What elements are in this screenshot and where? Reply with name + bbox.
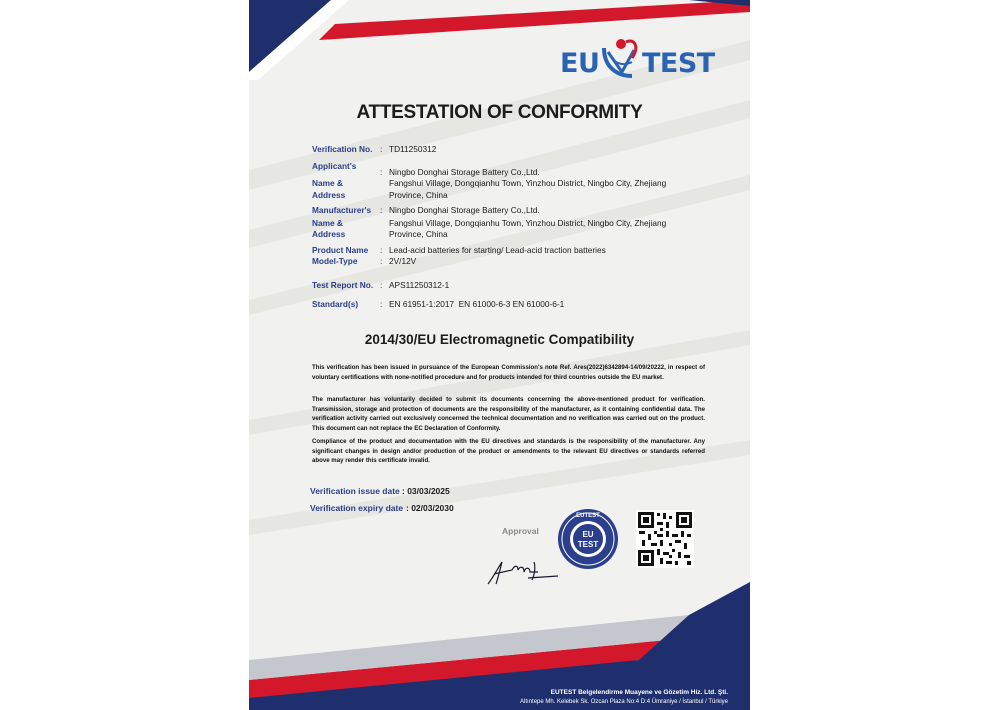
verification-no-label: Verification No. xyxy=(312,144,373,154)
colon: : xyxy=(380,256,383,266)
product-name-value: Lead-acid batteries for starting/ Lead-acid traction batteries xyxy=(389,245,606,255)
product-name-label: Product Name xyxy=(312,245,369,255)
stamp-top-text: EUTEST xyxy=(576,513,600,519)
eutest-stamp xyxy=(557,508,619,570)
colon: : xyxy=(380,167,383,177)
approval-label: Approval xyxy=(502,526,539,536)
colon: : xyxy=(380,299,383,309)
manufacturer-address-line1: Fangshui Village, Dongqianhu Town, Yinzhou District, Ningbo City, Zhejiang xyxy=(389,218,667,228)
applicant-address-line2: Province, China xyxy=(389,190,448,200)
stamp-test-text: TEST xyxy=(577,540,599,549)
applicant-label-line2: Name & xyxy=(312,178,343,188)
manufacturer-label-line1: Manufacturer's xyxy=(312,205,372,215)
logo-test-text: TEST xyxy=(642,48,715,79)
manufacturer-name: Ningbo Donghai Storage Battery Co.,Ltd. xyxy=(389,205,540,215)
footer-company: EUTEST Belgelendirme Muayene ve Gözetim Hiz. Ltd. Şti. xyxy=(550,689,728,696)
document-title: ATTESTATION OF CONFORMITY xyxy=(356,102,643,123)
stamp-eu-text: EU xyxy=(582,530,594,539)
logo-emblem-icon xyxy=(598,34,642,80)
manufacturer-label-line3: Address xyxy=(312,229,346,239)
applicant-address-line1: Fangshui Village, Dongqianhu Town, Yinzhou District, Ningbo City, Zhejiang xyxy=(389,178,667,188)
paragraph-1: This verification has been issued in pursuance of the European Commission's note Ref. Ares(2022)6342894-14/09/20222, in respect of voluntary certifications with none-notified procedure and for products intended for third countries outside the EU market. xyxy=(312,364,705,381)
standards-label: Standard(s) xyxy=(312,299,359,309)
colon: : xyxy=(380,245,383,255)
standards-value: EN 61951-1:2017 EN 61000-6-3 EN 61000-6-1 xyxy=(389,299,565,309)
logo-eu-text: EU xyxy=(560,48,600,79)
verification-no-value: TD11250312 xyxy=(389,144,437,154)
footer-address: Altıntepe Mh. Kelebek Sk. Ozcan Plaza No:4 D:4 Ümraniye / İstanbul / Türkiye xyxy=(520,699,728,705)
expiry-date-label: Verification expiry date xyxy=(310,503,404,513)
test-report-label: Test Report No. xyxy=(312,280,374,290)
colon: : xyxy=(380,280,383,290)
issue-date-label: Verification issue date xyxy=(310,486,400,496)
model-type-label: Model-Type xyxy=(312,256,358,266)
colon: : xyxy=(380,205,383,215)
manufacturer-label-line2: Name & xyxy=(312,218,343,228)
issue-date-value: : 03/03/2025 xyxy=(402,486,450,496)
certificate-page xyxy=(249,0,750,710)
paragraph-3: Compliance of the product and documentation with the EU directives and standards is the responsibility of the manufacturer. Any significant changes in design and/or production of the product or amendments to the relevant EU directives or standards referred above may render this certificate invalid. xyxy=(312,438,705,464)
expiry-date-value: : 02/03/2030 xyxy=(406,503,454,513)
manufacturer-address-line2: Province, China xyxy=(389,229,448,239)
colon: : xyxy=(380,144,383,154)
applicant-label-line1: Applicant's xyxy=(312,161,357,171)
test-report-value: APS11250312-1 xyxy=(389,280,450,290)
directive-title: 2014/30/EU Electromagnetic Compatibility xyxy=(364,332,635,347)
eutest-logo xyxy=(560,34,715,82)
applicant-name: Ningbo Donghai Storage Battery Co.,Ltd. xyxy=(389,167,540,177)
model-type-value: 2V/12V xyxy=(389,256,417,266)
paragraph-2: The manufacturer has voluntarily decided to submit its documents concerning the above-mentioned product for verification. Transmission, storage and protection of documents are the responsibility of the manufacturer, as it containing confidential data. The verification activity carried out exclusively concerned the technical documentation and no verification was carried out on the product. This document can not replace the EC Declaration of Conformity. xyxy=(312,396,705,432)
qr-code-icon xyxy=(636,510,694,568)
applicant-label-line3: Address xyxy=(312,190,346,200)
signature-icon xyxy=(484,556,564,588)
